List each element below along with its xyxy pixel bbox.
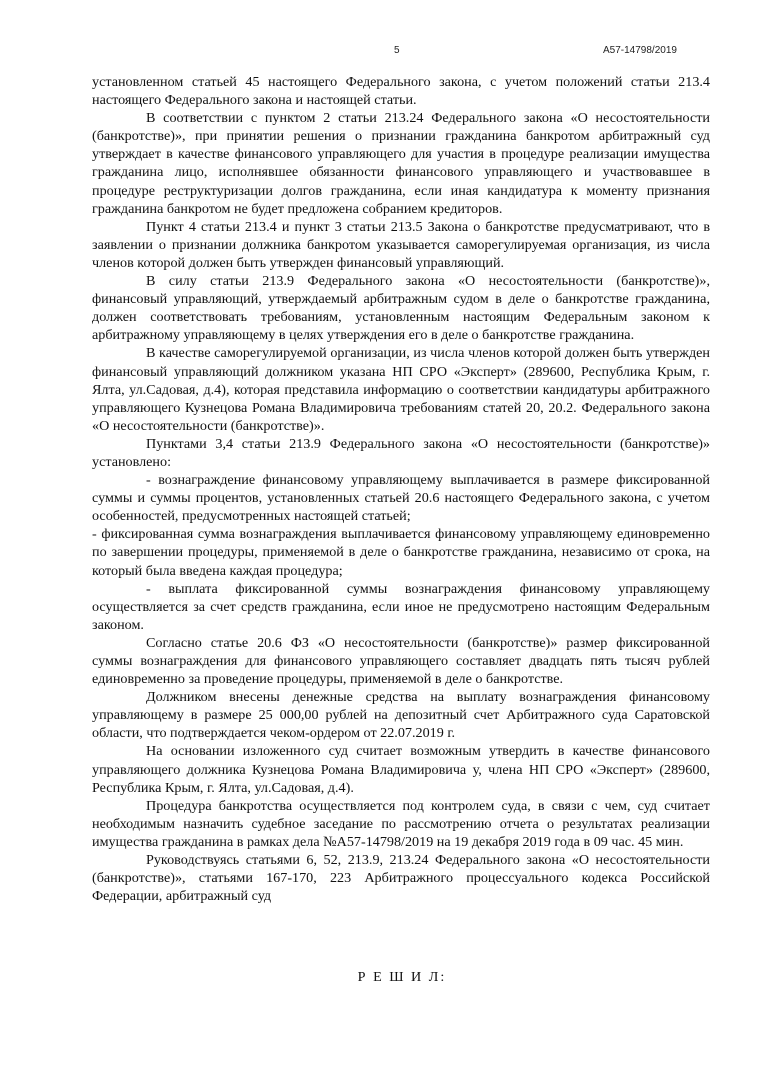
paragraph: Пунктами 3,4 статьи 213.9 Федерального закона «О несостоятельности (банкротстве)» установлено: xyxy=(92,435,710,470)
paragraph: Руководствуясь статьями 6, 52, 213.9, 213.24 Федерального закона «О несостоятельности (банкротстве)», статьями 167-170, 223 Арбитражного процессуального кодекса Российской Федерации, арбитражный суд xyxy=(92,852,710,905)
case-number: А57-14798/2019 xyxy=(603,45,677,56)
page-number: 5 xyxy=(394,45,400,56)
paragraph: Процедура банкротства осуществляется под контролем суда, в связи с чем, суд считает необходимым назначить судебное заседание по рассмотрению отчета о результатах реализации имущества гражданина в рамках дела №А57-14798/2019 на 19 декабря 2019 года в 09 час. 45 мин. xyxy=(92,797,710,850)
paragraph: Согласно статье 20.6 ФЗ «О несостоятельности (банкротстве)» размер фиксированной суммы вознаграждения для финансового управляющего составляет двадцать пять тысяч рублей единовременно за проведение процедуры, применяемой в деле о банкротстве. xyxy=(92,634,710,688)
list-item: - выплата фиксированной суммы вознаграждения финансовому управляющему осуществляется за счет средств гражданина, если иное не предусмотрено настоящим Федеральным законом. xyxy=(92,580,710,633)
paragraph: Должником внесены денежные средства на выплату вознаграждения финансовому управляющему в размере 25 000,00 рублей на депозитный счет Арбитражного суда Саратовской области, что подтверждается чеком-ордером от 22.07.2019 г. xyxy=(92,689,710,742)
document-body xyxy=(92,73,710,905)
paragraph: установленном статьей 45 настоящего Федерального закона, с учетом положений статьи 213.4 настоящего Федерального закона и настоящей статьи. xyxy=(92,74,710,109)
list-item: - вознаграждение финансовому управляющему выплачивается в размере фиксированной суммы и суммы процентов, установленных статьей 20.6 настоящего Федерального закона, с учетом особенностей, предусмотренных настоящей статьей; xyxy=(92,472,710,525)
resolved-heading: Р Е Ш И Л: xyxy=(357,969,447,985)
paragraph: В силу статьи 213.9 Федерального закона «О несостоятельности (банкротстве)», финансовый управляющий, утверждаемый арбитражным судом в деле о банкротстве гражданина, должен соответствовать требованиям, установленным настоящим Федеральным законом к арбитражному управляющему в целях утверждения его в деле о банкротстве гражданина. xyxy=(92,273,710,344)
list-item: - фиксированная сумма вознаграждения выплачивается финансовому управляющему единовременно по завершении процедуры, применяемой в деле о банкротстве гражданина, независимо от срока, на который была введена каждая процедура; xyxy=(92,526,710,579)
paragraph: На основании изложенного суд считает возможным утвердить в качестве финансового управляющего должника Кузнецова Романа Владимировича у, члена НП СРО «Эксперт» (289600, Республика Крым, г. Ялта, ул.Садовая, д.4). xyxy=(92,743,710,796)
paragraph: В качестве саморегулируемой организации, из числа членов которой должен быть утвержден финансовый управляющий должником указана НП СРО «Эксперт» (289600, Республика Крым, г. Ялта, ул.Садовая, д.4), которая представила информацию о соответствии кандидатуры арбитражного управляющего Кузнецова Романа Владимировича требованиям статей 20, 20.2. Федерального закона «О несостоятельности (банкротстве)». xyxy=(92,345,710,434)
paragraph: Пункт 4 статьи 213.4 и пункт 3 статьи 213.5 Закона о банкротстве предусматривают, что в заявлении о признании должника банкротом указывается саморегулируемая организация, из числа членов которой должен быть утвержден финансовый управляющий. xyxy=(92,218,710,271)
paragraph: В соответствии с пунктом 2 статьи 213.24 Федерального закона «О несостоятельности (банкротстве)», при принятии решения о признании гражданина банкротом арбитражный суд утверждает в качестве финансового управляющего для участия в процедуре реализации имущества гражданина лицо, исполнявшее обязанности финансового управляющего и участвовавшее в процедуре реструктуризации долгов гражданина, если иная кандидатура к моменту признания гражданина банкротом не будет предложена собранием кредиторов. xyxy=(92,110,710,217)
